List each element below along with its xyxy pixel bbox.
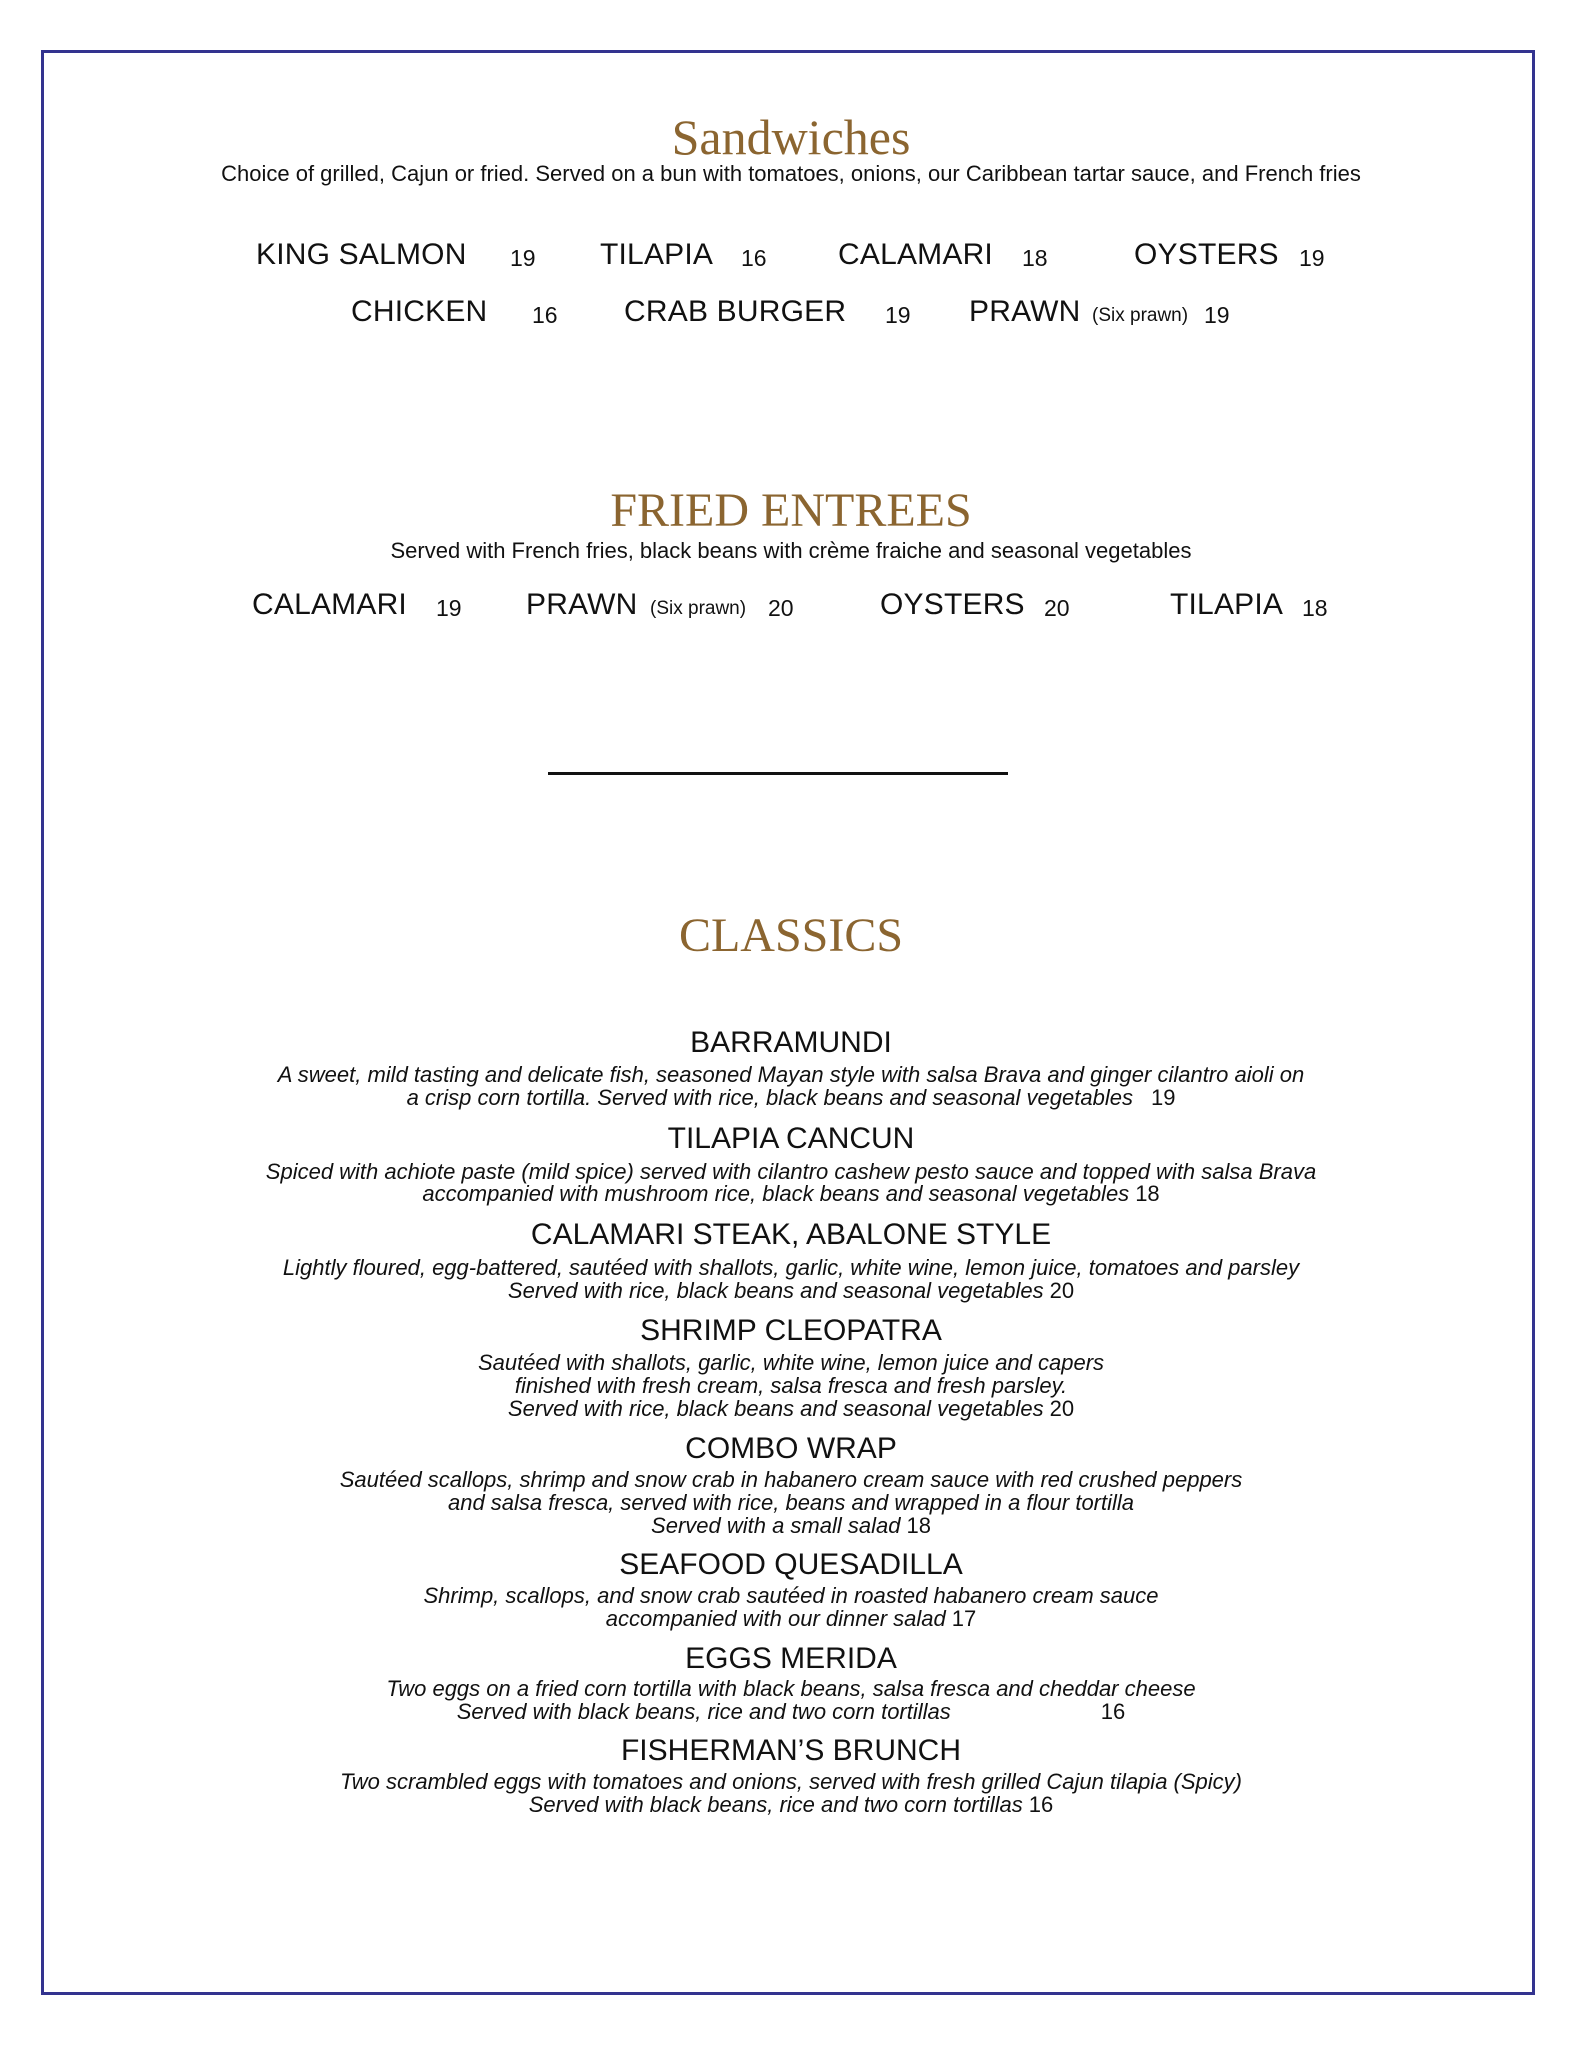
classic-item-description: Served with black beans, rice and two corn tortillas <box>528 1792 1023 1817</box>
classic-item-description-line <box>0 1279 1582 1302</box>
classic-item-description-line <box>0 1607 1582 1630</box>
classic-item-price: 20 <box>1049 1396 1075 1421</box>
classic-item-name: TILAPIA CANCUN <box>667 1122 915 1155</box>
classic-item-name: FISHERMAN’S BRUNCH <box>620 1734 962 1767</box>
classic-item-description-line <box>0 1182 1582 1205</box>
classic-item-description: Shrimp, scallops, and snow crab sautéed in roasted habanero cream sauce <box>423 1583 1159 1608</box>
section-divider <box>548 772 1008 775</box>
sandwich-price: 19 <box>1204 302 1230 328</box>
sandwich-price: 19 <box>1299 245 1325 271</box>
classic-item-description: accompanied with our dinner salad <box>605 1606 946 1631</box>
classic-item-description: Served with black beans, rice and two corn tortillas <box>456 1699 951 1724</box>
classic-item-price: 18 <box>906 1513 931 1538</box>
sandwich-name: TILAPIA <box>600 238 714 271</box>
classic-item-name: EGGS MERIDA <box>685 1642 897 1675</box>
classic-item-description: Served with rice, black beans and seasonal vegetables <box>507 1278 1044 1303</box>
classic-item-description: Sautéed scallops, shrimp and snow crab in habanero cream sauce with red crushed peppers <box>339 1467 1243 1492</box>
fried-entrees-title: FRIED ENTREES <box>610 484 972 537</box>
sandwich-price: 16 <box>741 245 767 271</box>
fried-item-price: 20 <box>768 595 794 621</box>
classic-item-description-line <box>0 1397 1582 1420</box>
sandwiches-subtitle: Choice of grilled, Cajun or fried. Served on a bun with tomatoes, onions, our Caribbean tartar sauce, and French fries <box>221 161 1361 186</box>
fried-entrees-subtitle: Served with French fries, black beans with crème fraiche and seasonal vegetables <box>390 538 1192 563</box>
sandwich-name: OYSTERS <box>1134 238 1279 271</box>
fried-item-name: PRAWN <box>526 588 638 621</box>
classic-item-description: A sweet, mild tasting and delicate fish, seasoned Mayan style with salsa Brava and ginger cilantro aioli on <box>277 1062 1305 1087</box>
classic-item-description: and salsa fresca, served with rice, beans and wrapped in a flour tortilla <box>447 1490 1135 1515</box>
sandwich-name: PRAWN <box>969 295 1081 328</box>
classic-item-price: 19 <box>1150 1085 1176 1110</box>
classics-title: CLASSICS <box>678 909 904 962</box>
sandwich-name: CHICKEN <box>351 295 488 328</box>
classic-item-description: finished with fresh cream, salsa fresca and fresh parsley. <box>514 1373 1068 1398</box>
fried-item-price: 18 <box>1302 595 1328 621</box>
classic-item-name: BARRAMUNDI <box>690 1026 892 1059</box>
sandwich-note: (Six prawn) <box>1092 305 1189 326</box>
sandwich-price: 19 <box>885 302 911 328</box>
classic-item-description: Served with a small salad <box>651 1513 901 1538</box>
fried-item-name: CALAMARI <box>252 588 407 621</box>
fried-item-name: OYSTERS <box>880 588 1025 621</box>
sandwiches-title: Sandwiches <box>671 109 911 165</box>
fried-item-price: 20 <box>1044 595 1070 621</box>
sandwich-price: 18 <box>1022 245 1048 271</box>
classic-item-description-line <box>0 1514 1582 1537</box>
classic-item-name: COMBO WRAP <box>685 1432 897 1465</box>
classic-item-description-line <box>0 1086 1582 1109</box>
sandwich-name: CALAMARI <box>838 238 993 271</box>
sandwich-name: KING SALMON <box>256 238 467 271</box>
sandwich-name: CRAB BURGER <box>624 295 847 328</box>
classic-item-description: Two eggs on a fried corn tortilla with black beans, salsa fresca and cheddar cheese <box>386 1676 1196 1701</box>
classic-item-description: Two scrambled eggs with tomatoes and onions, served with fresh grilled Cajun tilapia (Spicy) <box>339 1769 1242 1794</box>
classic-item-name: SEAFOOD QUESADILLA <box>619 1548 963 1581</box>
classic-item-price: 20 <box>1049 1278 1075 1303</box>
classic-item-description: Spiced with achiote paste (mild spice) served with cilantro cashew pesto sauce and topped with salsa Brava <box>265 1159 1317 1184</box>
classic-item-price: 18 <box>1135 1181 1160 1206</box>
classic-item-description-line <box>0 1700 1582 1723</box>
sandwich-price: 19 <box>510 245 536 271</box>
classic-item-name: CALAMARI STEAK, ABALONE STYLE <box>530 1218 1052 1251</box>
classic-item-description: a crisp corn tortilla. Served with rice, black beans and seasonal vegetables <box>406 1085 1133 1110</box>
classic-item-description-line <box>0 1793 1582 1816</box>
fried-item-note: (Six prawn) <box>650 598 747 619</box>
sandwich-price: 16 <box>532 302 558 328</box>
classic-item-price: 16 <box>1100 1699 1126 1724</box>
classic-item-price: 16 <box>1028 1792 1054 1817</box>
classic-item-price: 17 <box>951 1606 977 1631</box>
classic-item-description: Sautéed with shallots, garlic, white wine, lemon juice and capers <box>477 1350 1105 1375</box>
fried-item-name: TILAPIA <box>1170 588 1284 621</box>
classic-item-description: accompanied with mushroom rice, black beans and seasonal vegetables <box>422 1181 1130 1206</box>
fried-item-price: 19 <box>436 595 462 621</box>
classic-item-description: Lightly floured, egg-battered, sautéed with shallots, garlic, white wine, lemon juice, tomatoes and parsley <box>282 1255 1300 1280</box>
classic-item-name: SHRIMP CLEOPATRA <box>640 1314 942 1347</box>
classic-item-description: Served with rice, black beans and seasonal vegetables <box>507 1396 1044 1421</box>
